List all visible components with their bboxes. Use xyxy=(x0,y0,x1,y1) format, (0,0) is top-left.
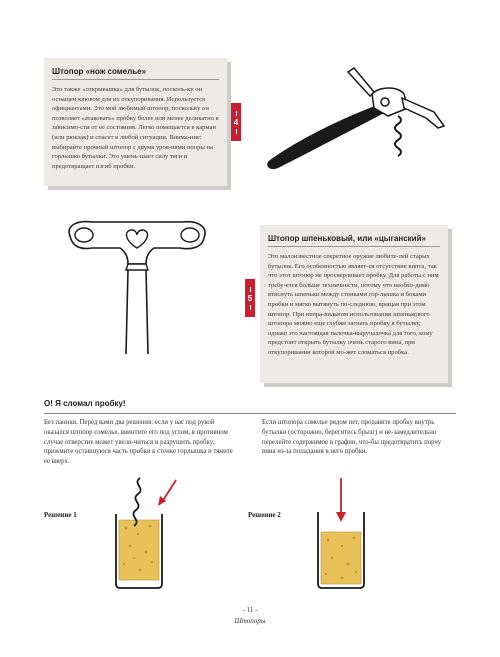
section-divider xyxy=(44,413,456,414)
card-body: Это также «открывашка» для бутылок, посколь-ку он оснащен клювом для их откупоривания. Используется официантами. Это мой любимый штопор, поскольку он позволяет «атаковать» пробку более или менее деликатно в зависимо-сти от ее состояния. Легко помещается в карман (или рюкзак) и спасет в любой ситуации. Внима-ние: выбирайте прочный штопор с двумя уров-нями опоры на горлышко бутылки. Это умень-шает силу тяги и предотвращает изгиб пробки. xyxy=(52,86,219,170)
solution-2-label: Решение 2 xyxy=(248,511,281,519)
card-body: Это малоизвестное секретное оружие любите-лей старых бутылок. Его особенностью являет-ся отсутствие винта, так что этот штопор не просверливает пробку. Для работы с ним требу-ется больше техничности, потому что необхо-димо втиснуть шпеньки между стенками гор-лышка и боками пробки и мягко вытянуть по-следнюю, вращая при этом штопор. При непра-вильном использовании шпенькового штопора можно еще глубже загнать пробку в бутылку, однако это настоящая палочка-выручалочка для того, кому предстоит открыть бутылку очень старого вина, при откупоривании которой мо-жет сломаться пробка. xyxy=(268,253,439,356)
prong-corkscrew-illustration xyxy=(62,218,212,358)
card-title: Штопор шпенькoвый, или «цыганский» xyxy=(268,234,440,247)
page-number: - 11 - xyxy=(242,606,258,614)
running-title: Штопоры xyxy=(234,617,266,625)
card-title: Штопор «нож сомелье» xyxy=(52,67,219,80)
sommelier-knife-illustration xyxy=(262,64,452,174)
section-number-tab xyxy=(231,103,241,141)
solution-2-illustration xyxy=(312,478,372,592)
tab-number: 4 xyxy=(233,117,239,127)
sommelier-corkscrew-card xyxy=(44,58,227,186)
tab-number: 5 xyxy=(247,293,253,303)
solution-1-text: Без паники. Перед вами два решения: если у вас под рукой оказался штопор сомелье, ввинтите его под углом, в противном случае отверстие может увели-читься и разрушить пробку; прижмите оставшуюся часть пробки к стенке горлышка и тяните ее вверх. xyxy=(44,419,233,466)
solution-2-text: Если штопора сомелье рядом нет, продавите пробку внутрь бутылки (осторожно, берегитесь брызг) и не-замедлительно перелейте содержимое в графин, что-бы предотвратить порчу вина из-за попадания в него пробки. xyxy=(262,419,442,456)
solution-1-label: Решение 1 xyxy=(44,511,77,519)
solution-1-illustration xyxy=(106,474,186,592)
section-title: О! Я сломал пробку! xyxy=(44,399,126,408)
prong-corkscrew-card xyxy=(260,225,448,383)
section-number-tab xyxy=(245,279,255,317)
